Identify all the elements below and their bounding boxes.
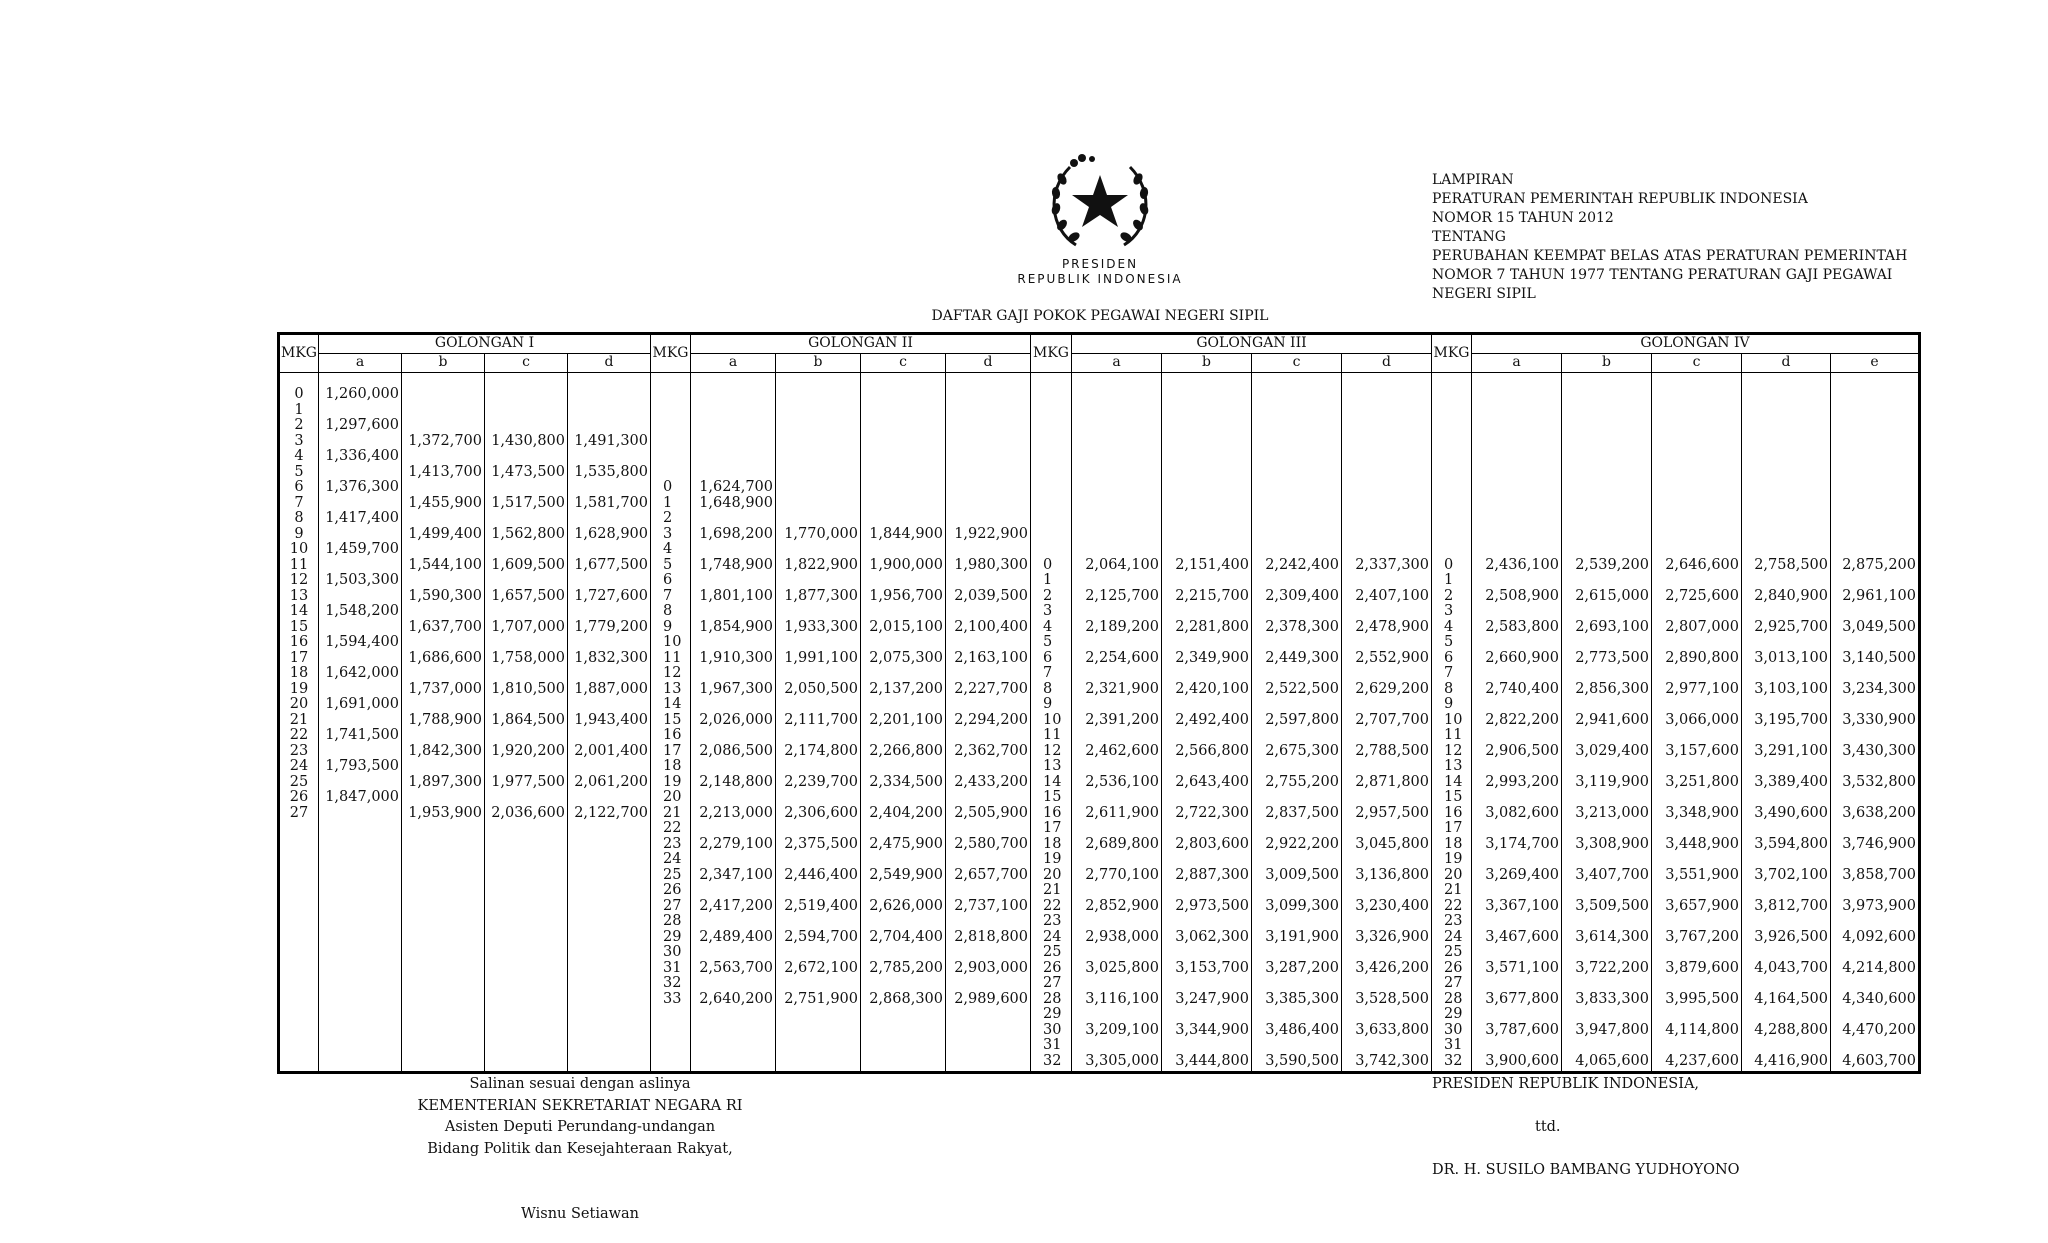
ttd-mark: ttd. (1535, 1119, 1561, 1135)
header-golongan-2: GOLONGAN II (691, 334, 1031, 354)
lampiran-header (1432, 171, 1952, 304)
header-sub-d: d (1342, 354, 1432, 373)
president-title: PRESIDEN REPUBLIK INDONESIA, (1432, 1076, 1700, 1092)
golongan-4-b-column: 2,539,200 2,615,000 2,693,100 2,773,500 2,856,300 2,941,600 3,029,400 3,119,900 3,213,000 3,308,900 3,407,700 3,509,500 3,614,300 3,722,200 3,833,300 3,947,800 4,065,600 (1562, 373, 1652, 1073)
salinan-block (380, 1074, 780, 1226)
header-sub-a: a (319, 354, 402, 373)
header-sub-a: a (1072, 354, 1162, 373)
president-name: DR. H. SUSILO BAMBANG YUDHOYONO (1432, 1162, 1740, 1178)
lampiran-line: TENTANG (1432, 229, 1506, 245)
lampiran-line: PERATURAN PEMERINTAH REPUBLIK INDONESIA (1432, 191, 1808, 207)
golongan-1-a-column: 1,260,000 1,297,600 1,336,400 1,376,300 1,417,400 1,459,700 1,503,300 1,548,200 1,594,400 1,642,000 1,691,000 1,741,500 1,793,500 1,847,000 (319, 373, 402, 1073)
lampiran-line: NOMOR 15 TAHUN 2012 (1432, 210, 1614, 226)
header-golongan-3: GOLONGAN III (1072, 334, 1432, 354)
header-sub-b: b (1162, 354, 1252, 373)
header-sub-a: a (691, 354, 776, 373)
salinan-line: Salinan sesuai dengan aslinya (469, 1076, 691, 1092)
header-sub-a: a (1472, 354, 1562, 373)
salinan-line: Bidang Politik dan Kesejahteraan Rakyat, (427, 1140, 733, 1157)
golongan-3-a-column: 2,064,100 2,125,700 2,189,200 2,254,600 2,321,900 2,391,200 2,462,600 2,536,100 2,611,900 2,689,800 2,770,100 2,852,900 2,938,000 3,025,800 3,116,100 3,209,100 3,305,000 (1072, 373, 1162, 1073)
emblem-caption-line2: REPUBLIK INDONESIA (1017, 272, 1183, 286)
garuda-emblem-icon (1040, 147, 1160, 267)
header-sub-c: c (861, 354, 946, 373)
header-mkg: MKG (1432, 334, 1472, 373)
salary-table (277, 332, 1921, 1074)
header-sub-d: d (1742, 354, 1831, 373)
golongan-4-c-column: 2,646,600 2,725,600 2,807,000 2,890,800 2,977,100 3,066,000 3,157,600 3,251,800 3,348,900 3,448,900 3,551,900 3,657,900 3,767,200 3,879,600 3,995,500 4,114,800 4,237,600 (1652, 373, 1742, 1073)
golongan-4-a-column: 2,436,100 2,508,900 2,583,800 2,660,900 2,740,400 2,822,200 2,906,500 2,993,200 3,082,600 3,174,700 3,269,400 3,367,100 3,467,600 3,571,100 3,677,800 3,787,600 3,900,600 (1472, 373, 1562, 1073)
salinan-line: KEMENTERIAN SEKRETARIAT NEGARA RI (417, 1097, 743, 1114)
header-sub-c: c (1252, 354, 1342, 373)
header-sub-d: d (568, 354, 651, 373)
golongan-4-e-column: 2,875,200 2,961,100 3,049,500 3,140,500 3,234,300 3,330,900 3,430,300 3,532,800 3,638,200 3,746,900 3,858,700 3,973,900 4,092,600 4,214,800 4,340,600 4,470,200 4,603,700 (1831, 373, 1920, 1073)
header-golongan-1: GOLONGAN I (319, 334, 651, 354)
golongan-4-mkg-column: 0 1 2 3 4 5 6 7 8 9 10 11 12 13 14 15 16 17 18 19 20 21 22 23 24 25 26 27 28 29 30 31 32 (1432, 373, 1472, 1073)
header-mkg: MKG (651, 334, 691, 373)
golongan-4-d-column: 2,758,500 2,840,900 2,925,700 3,013,100 3,103,100 3,195,700 3,291,100 3,389,400 3,490,600 3,594,800 3,702,100 3,812,700 3,926,500 4,043,700 4,164,500 4,288,800 4,416,900 (1742, 373, 1831, 1073)
header-golongan-4: GOLONGAN IV (1472, 334, 1920, 354)
lampiran-line: NOMOR 7 TAHUN 1977 TENTANG PERATURAN GAJI PEGAWAI (1432, 267, 1893, 283)
header-sub-d: d (946, 354, 1031, 373)
golongan-2-mkg-column: 0 1 2 3 4 5 6 7 8 9 10 11 12 13 14 15 16 17 18 19 20 21 22 23 24 25 26 27 28 29 30 31 32 33 (651, 373, 691, 1073)
golongan-2-c-column: 1,844,900 1,900,000 1,956,700 2,015,100 2,075,300 2,137,200 2,201,100 2,266,800 2,334,500 2,404,200 2,475,900 2,549,900 2,626,000 2,704,400 2,785,200 2,868,300 (861, 373, 946, 1073)
lampiran-line: LAMPIRAN (1432, 172, 1514, 188)
header-sub-b: b (1562, 354, 1652, 373)
header-sub-c: c (485, 354, 568, 373)
president-signature-block (1432, 1074, 1932, 1182)
golongan-1-c-column: 1,430,800 1,473,500 1,517,500 1,562,800 1,609,500 1,657,500 1,707,000 1,758,000 1,810,500 1,864,500 1,920,200 1,977,500 2,036,600 (485, 373, 568, 1073)
golongan-2-b-column: 1,770,000 1,822,900 1,877,300 1,933,300 1,991,100 2,050,500 2,111,700 2,174,800 2,239,700 2,306,600 2,375,500 2,446,400 2,519,400 2,594,700 2,672,100 2,751,900 (776, 373, 861, 1073)
header-sub-c: c (1652, 354, 1742, 373)
golongan-3-d-column: 2,337,300 2,407,100 2,478,900 2,552,900 2,629,200 2,707,700 2,788,500 2,871,800 2,957,500 3,045,800 3,136,800 3,230,400 3,326,900 3,426,200 3,528,500 3,633,800 3,742,300 (1342, 373, 1432, 1073)
golongan-2-d-column: 1,922,900 1,980,300 2,039,500 2,100,400 2,163,100 2,227,700 2,294,200 2,362,700 2,433,200 2,505,900 2,580,700 2,657,700 2,737,100 2,818,800 2,903,000 2,989,600 (946, 373, 1031, 1073)
header-sub-e: e (1831, 354, 1920, 373)
lampiran-line: PERUBAHAN KEEMPAT BELAS ATAS PERATURAN PEMERINTAH (1432, 248, 1908, 264)
golongan-3-b-column: 2,151,400 2,215,700 2,281,800 2,349,900 2,420,100 2,492,400 2,566,800 2,643,400 2,722,300 2,803,600 2,887,300 2,973,500 3,062,300 3,153,700 3,247,900 3,344,900 3,444,800 (1162, 373, 1252, 1073)
golongan-2-a-column: 1,624,700 1,648,900 1,698,200 1,748,900 1,801,100 1,854,900 1,910,300 1,967,300 2,026,000 2,086,500 2,148,800 2,213,000 2,279,100 2,347,100 2,417,200 2,489,400 2,563,700 2,640,200 (691, 373, 776, 1073)
header-sub-b: b (402, 354, 485, 373)
golongan-3-mkg-column: 0 1 2 3 4 5 6 7 8 9 10 11 12 13 14 15 16 17 18 19 20 21 22 23 24 25 26 27 28 29 30 31 32 (1031, 373, 1072, 1073)
salinan-signatory: Wisnu Setiawan (520, 1206, 640, 1222)
golongan-3-c-column: 2,242,400 2,309,400 2,378,300 2,449,300 2,522,500 2,597,800 2,675,300 2,755,200 2,837,500 2,922,200 3,009,500 3,099,300 3,191,900 3,287,200 3,385,300 3,486,400 3,590,500 (1252, 373, 1342, 1073)
golongan-1-b-column: 1,372,700 1,413,700 1,455,900 1,499,400 1,544,100 1,590,300 1,637,700 1,686,600 1,737,000 1,788,900 1,842,300 1,897,300 1,953,900 (402, 373, 485, 1073)
salinan-line: Asisten Deputi Perundang-undangan (444, 1119, 716, 1135)
header-mkg: MKG (279, 334, 319, 373)
header-sub-b: b (776, 354, 861, 373)
emblem-caption (1000, 257, 1200, 287)
emblem-caption-line1: PRESIDEN (1061, 257, 1139, 271)
header-mkg: MKG (1031, 334, 1072, 373)
table-title: DAFTAR GAJI POKOK PEGAWAI NEGERI SIPIL (931, 308, 1269, 324)
lampiran-line: NEGERI SIPIL (1432, 286, 1536, 302)
golongan-1-d-column: 1,491,300 1,535,800 1,581,700 1,628,900 1,677,500 1,727,600 1,779,200 1,832,300 1,887,000 1,943,400 2,001,400 2,061,200 2,122,700 (568, 373, 651, 1073)
golongan-1-mkg-column: 0 1 2 3 4 5 6 7 8 9 10 11 12 13 14 15 16 17 18 19 20 21 22 23 24 25 26 27 (279, 373, 319, 1073)
